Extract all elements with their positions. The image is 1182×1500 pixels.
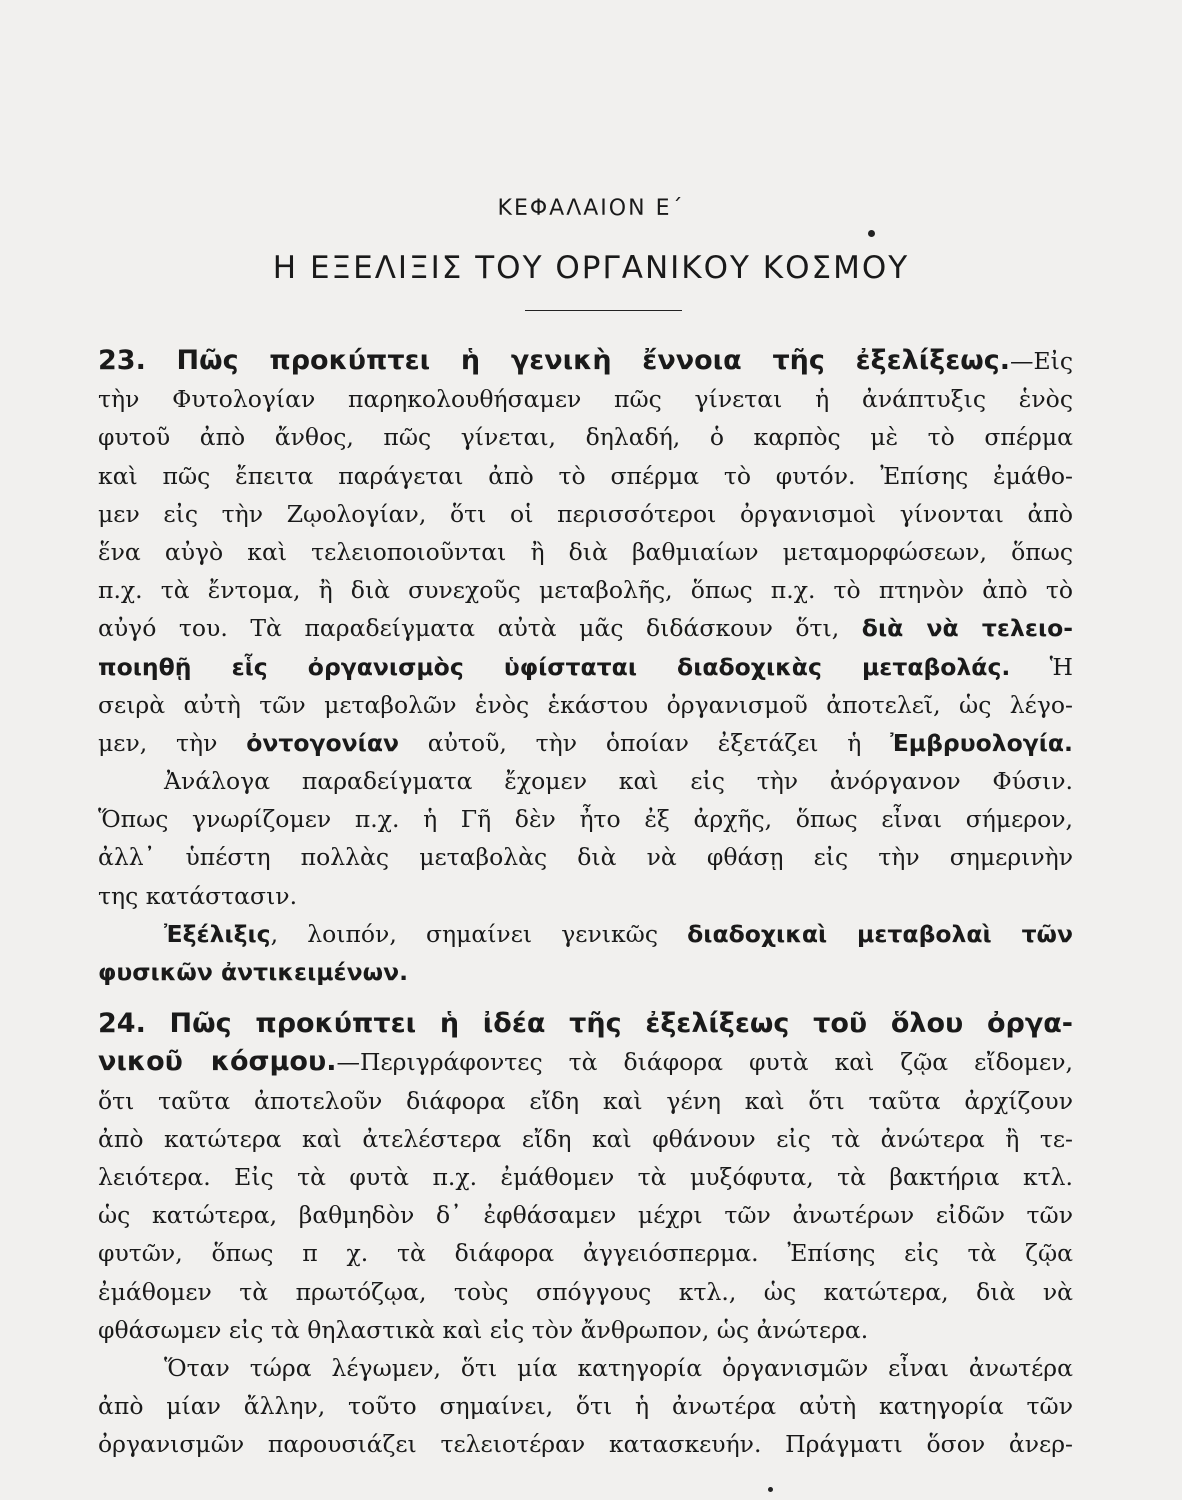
text-run: μεν εἰς τὴν Ζῳολογίαν, ὅτι οἱ περισσότεροι ὀργανισμοὶ γίνονται ἀπὸ <box>98 499 1073 528</box>
text-run: ὡς κατώτερα, βαθμηδὸν δ᾽ ἐφθάσαμεν μέχρι τῶν ἀνωτέρων εἰδῶν τῶν <box>98 1201 1073 1230</box>
text-line <box>98 457 1073 495</box>
bold-term: ὀντογονίαν <box>246 728 399 757</box>
text-line <box>98 1082 1073 1120</box>
text-line <box>98 953 1073 991</box>
bold-term: φυσικῶν ἀντικειμένων. <box>98 958 408 986</box>
text-line <box>98 1234 1073 1272</box>
text-run: αὐγό του. Τὰ παραδείγματα αὐτὰ μᾶς διδάσκουν ὅτι, <box>98 614 862 643</box>
bold-term: Ἐμβρυολογία. <box>890 728 1073 757</box>
text-run: καὶ πῶς ἔπειτα παράγεται ἀπὸ τὸ σπέρμα τὸ φυτόν. Ἐπίσης ἐμάθο- <box>98 461 1073 490</box>
text-line <box>98 380 1073 418</box>
text-run: ἐμάθομεν τὰ πρωτόζῳα, τοὺς σπόγγους κτλ., ὡς κατώτερα, διὰ νὰ <box>98 1277 1073 1306</box>
text-run: Ἀνάλογα παραδείγματα ἔχομεν καὶ εἰς τὴν ἀνόργανον Φύσιν. <box>164 767 1073 796</box>
text-run: ἀπὸ κατώτερα καὶ ἀτελέστερα εἴδη καὶ φθάνουν εἰς τὰ ἀνώτερα ἢ τε- <box>98 1124 1073 1153</box>
text-run: Ἡ <box>1010 652 1073 681</box>
chapter-label: ΚΕΦΑΛΑΙΟΝ Ε΄ <box>497 196 685 221</box>
section-heading: 24. Πῶς προκύπτει ἡ ἰδέα τῆς ἐξελίξεως τοῦ ὅλου ὀργα- <box>98 1008 1073 1040</box>
text-run: μεν, τὴν <box>98 728 247 757</box>
text-line <box>98 1005 1073 1043</box>
bold-term: διαδοχικαὶ μεταβολαὶ τῶν <box>687 919 1073 948</box>
text-line <box>98 1387 1073 1425</box>
text-line <box>98 495 1073 533</box>
text-run: της κατάστασιν. <box>98 881 298 910</box>
text-run: Ὅταν τώρα λέγωμεν, ὅτι μία κατηγορία ὀργανισμῶν εἶναι ἀνωτέρα <box>164 1353 1073 1382</box>
text-line <box>98 571 1073 609</box>
text-run: ἕνα αὐγὸ καὶ τελειοποιοῦνται ἢ διὰ βαθμιαίων μεταμορφώσεων, ὅπως <box>98 537 1073 566</box>
text-run: λειότερα. Εἰς τὰ φυτὰ π.χ. ἐμάθομεν τὰ μυξόφυτα, τὰ βακτήρια κτλ. <box>98 1162 1073 1191</box>
text-line <box>98 648 1073 686</box>
text-run: π.χ. τὰ ἔντομα, ἢ διὰ συνεχοῦς μεταβολῆς, ὅπως π.χ. τὸ πτηνὸν ἀπὸ τὸ <box>98 576 1073 605</box>
title-rule <box>525 310 682 311</box>
section-heading: 23. Πῶς προκύπτει ἡ γενικὴ ἔννοια τῆς ἐξελίξεως. <box>98 345 1010 376</box>
text-line <box>98 1425 1073 1463</box>
text-line <box>98 533 1073 571</box>
text-line <box>98 1311 1073 1349</box>
text-run: τὴν Φυτολογίαν παρηκολουθήσαμεν πῶς γίνεται ἡ ἀνάπτυξις ἑνὸς <box>98 385 1073 414</box>
text-run: ὀργανισμῶν παρουσιάζει τελειοτέραν κατασκευήν. Πράγματι ὅσον ἀνερ- <box>98 1430 1073 1459</box>
text-line <box>98 800 1073 838</box>
text-line <box>98 686 1073 724</box>
text-run: —Περιγράφοντες τὰ διάφορα φυτὰ καὶ ζῷα εἴδομεν, <box>336 1048 1073 1077</box>
text-line <box>98 342 1073 380</box>
bold-term: Ἐξέλιξις <box>164 919 271 948</box>
text-run: ὅτι ταῦτα ἀποτελοῦν διάφορα εἴδη καὶ γένη καὶ ὅτι ταῦτα ἀρχίζουν <box>98 1086 1073 1115</box>
text-line <box>98 1349 1073 1387</box>
text-run: ἀλλ᾽ ὑπέστη πολλὰς μεταβολὰς διὰ νὰ φθάσῃ εἰς τὴν σημερινὴν <box>98 843 1073 872</box>
text-line <box>98 418 1073 456</box>
bold-term: διὰ νὰ τελειο- <box>861 614 1073 643</box>
text-line <box>98 1273 1073 1311</box>
text-line <box>98 609 1073 647</box>
text-line <box>98 877 1073 915</box>
ink-speck <box>768 1487 773 1492</box>
ink-speck <box>868 230 875 237</box>
text-run: ἀπὸ μίαν ἄλλην, τοῦτο σημαίνει, ὅτι ἡ ἀνωτέρα αὐτὴ κατηγορία τῶν <box>98 1392 1073 1421</box>
bold-term: ποιηθῇ εἷς ὀργανισμὸς ὑφίσταται διαδοχικὰς μεταβολάς. <box>98 652 1011 681</box>
text-line <box>98 724 1073 762</box>
text-line <box>98 762 1073 800</box>
text-run: φθάσωμεν εἰς τὰ θηλαστικὰ καὶ εἰς τὸν ἄνθρωπον, ὡς ἀνώτερα. <box>98 1315 869 1344</box>
text-run: , λοιπόν, σημαίνει γενικῶς <box>270 919 688 948</box>
text-line <box>98 1120 1073 1158</box>
text-line <box>98 1043 1073 1081</box>
text-run: φυτοῦ ἀπὸ ἄνθος, πῶς γίνεται, δηλαδή, ὁ καρπὸς μὲ τὸ σπέρμα <box>98 423 1073 452</box>
text-line <box>98 1158 1073 1196</box>
text-line <box>98 1196 1073 1234</box>
chapter-title: Η ΕΞΕΛΙΞΙΣ ΤΟΥ ΟΡΓΑΝΙΚΟΥ ΚΟΣΜΟΥ <box>272 250 910 286</box>
text-run: σειρὰ αὐτὴ τῶν μεταβολῶν ἑνὸς ἑκάστου ὀργανισμοῦ ἀποτελεῖ, ὡς λέγο- <box>98 690 1073 719</box>
text-run: φυτῶν, ὅπως π χ. τὰ διάφορα ἀγγειόσπερμα. Ἐπίσης εἰς τὰ ζῷα <box>98 1239 1073 1268</box>
text-run: —Εἰς <box>1009 347 1073 375</box>
section-heading: νικοῦ κόσμου. <box>98 1046 337 1078</box>
body-text <box>98 342 1073 1463</box>
text-run: αὐτοῦ, τὴν ὁποίαν ἐξετάζει ἡ <box>398 728 891 757</box>
text-run: Ὅπως γνωρίζομεν π.χ. ἡ Γῆ δὲν ἦτο ἐξ ἀρχῆς, ὅπως εἶναι σήμερον, <box>98 805 1073 834</box>
text-line <box>98 915 1073 953</box>
text-line <box>98 838 1073 876</box>
